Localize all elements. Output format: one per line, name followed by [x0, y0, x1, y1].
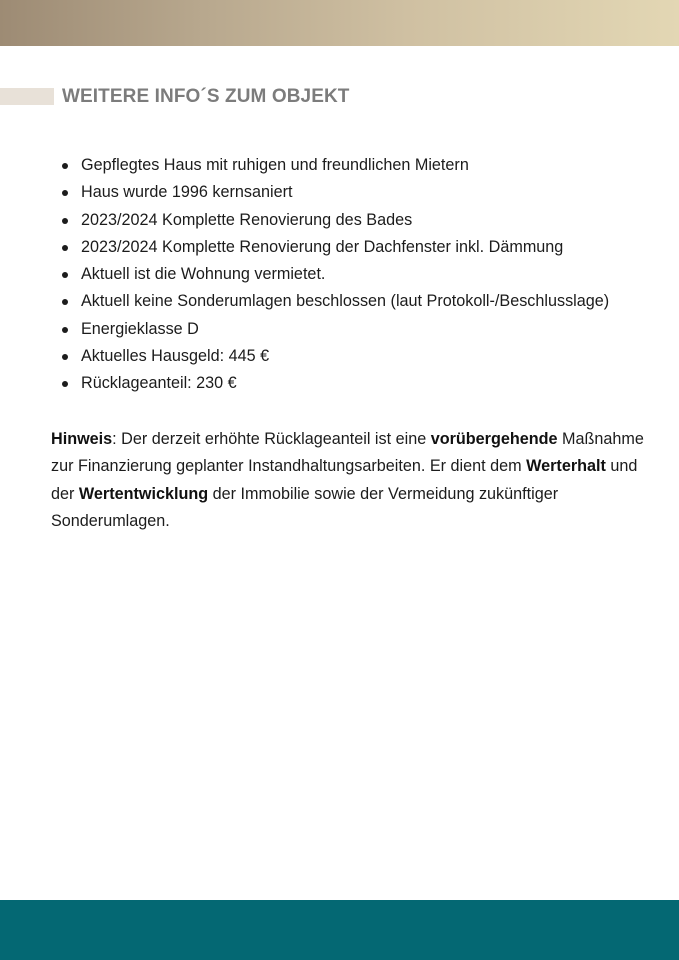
- section-heading: [0, 86, 679, 108]
- note-text-part: Maßnahme zur Finanzierung geplanter Instandhaltungsarbeiten. Er dient dem: [51, 430, 644, 476]
- list-item-text: Aktuelles Hausgeld: 445 €: [81, 347, 270, 366]
- note-emphasis: Wertentwicklung: [78, 484, 209, 503]
- bullet-dot-icon: [62, 190, 68, 196]
- bullet-dot-icon: [62, 299, 68, 305]
- bottom-decorative-band: [0, 900, 679, 960]
- heading-accent-bar: [0, 88, 54, 105]
- note-paragraph: [51, 426, 651, 535]
- note-emphasis: vorübergehende: [430, 430, 558, 448]
- bullet-dot-icon: [62, 327, 68, 333]
- list-item-text: Aktuell keine Sonderumlagen beschlossen (laut Protokoll-/Beschlusslage): [81, 292, 610, 311]
- bullet-dot-icon: [62, 245, 68, 251]
- list-item-text: 2023/2024 Komplette Renovierung des Bades: [81, 210, 413, 229]
- bullet-dot-icon: [62, 381, 68, 387]
- list-item-text: Aktuell ist die Wohnung vermietet.: [81, 265, 326, 284]
- bullet-dot-icon: [62, 272, 68, 278]
- note-text-part: : Der derzeit erhöhte Rücklageanteil ist eine: [112, 430, 431, 448]
- list-item-text: Haus wurde 1996 kernsaniert: [81, 183, 293, 202]
- note-emphasis: Werterhalt: [526, 457, 606, 476]
- bullet-dot-icon: [62, 354, 68, 360]
- list-item-text: 2023/2024 Komplette Renovierung der Dachfenster inkl. Dämmung: [81, 237, 564, 256]
- note-text-part: und der: [51, 457, 638, 503]
- section-title: WEITERE INFO´S ZUM OBJEKT: [62, 86, 350, 107]
- top-decorative-band: [0, 0, 679, 46]
- list-item-text: Rücklageanteil: 230 €: [81, 374, 237, 393]
- bullet-dot-icon: [62, 163, 68, 169]
- list-item-text: Energieklasse D: [81, 319, 199, 338]
- note-text-part: der Immobilie sowie der Vermeidung zukünftiger Sonderumlagen.: [51, 484, 559, 530]
- note-label: Hinweis: [51, 430, 113, 448]
- bullet-dot-icon: [62, 218, 68, 224]
- list-item-text: Gepflegtes Haus mit ruhigen und freundlichen Mietern: [81, 156, 469, 174]
